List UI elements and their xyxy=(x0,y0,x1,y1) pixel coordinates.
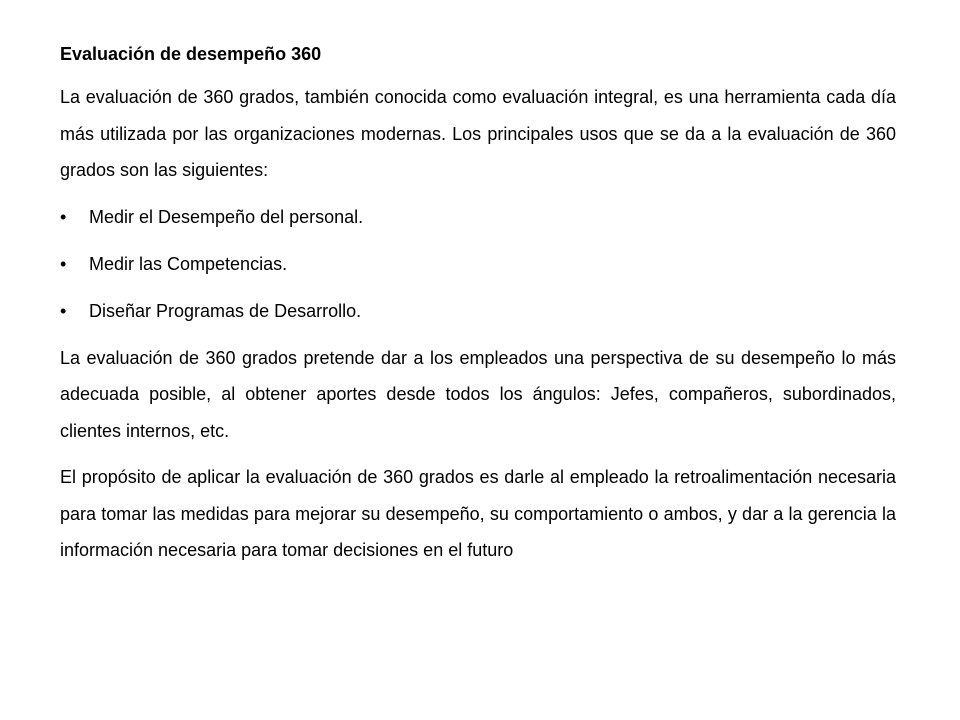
list-item-text: Diseñar Programas de Desarrollo. xyxy=(89,300,362,321)
uses-list xyxy=(60,199,896,329)
intro-paragraph: La evaluación de 360 grados, también conocida como evaluación integral, es una herramienta cada día más utilizada por las organizaciones modernas. Los principales usos que se da a la evaluación de 360 grados son las siguientes: xyxy=(60,87,896,180)
list-item-text: Medir el Desempeño del personal. xyxy=(89,206,364,227)
perspective-paragraph: La evaluación de 360 grados pretende dar a los empleados una perspectiva de su desempeño lo más adecuada posible, al obtener aportes desde todos los ángulos: Jefes, compañeros, subordinados, clientes internos, etc. xyxy=(60,347,896,441)
purpose-paragraph: El propósito de aplicar la evaluación de 360 grados es darle al empleado la retroalimentación necesaria para tomar las medidas para mejorar su desempeño, su comportamiento o ambos, y dar a la gerencia la información necesaria para tomar decisiones en el futuro xyxy=(60,467,896,560)
bullet-icon: • xyxy=(60,206,67,227)
document-title: Evaluación de desempeño 360 xyxy=(60,44,322,64)
list-item xyxy=(60,293,896,329)
document-body xyxy=(60,37,896,579)
bullet-icon: • xyxy=(60,300,67,321)
bullet-icon: • xyxy=(60,253,67,274)
list-item xyxy=(60,246,896,282)
list-item-text: Medir las Competencias. xyxy=(89,253,288,274)
list-item xyxy=(60,199,896,235)
